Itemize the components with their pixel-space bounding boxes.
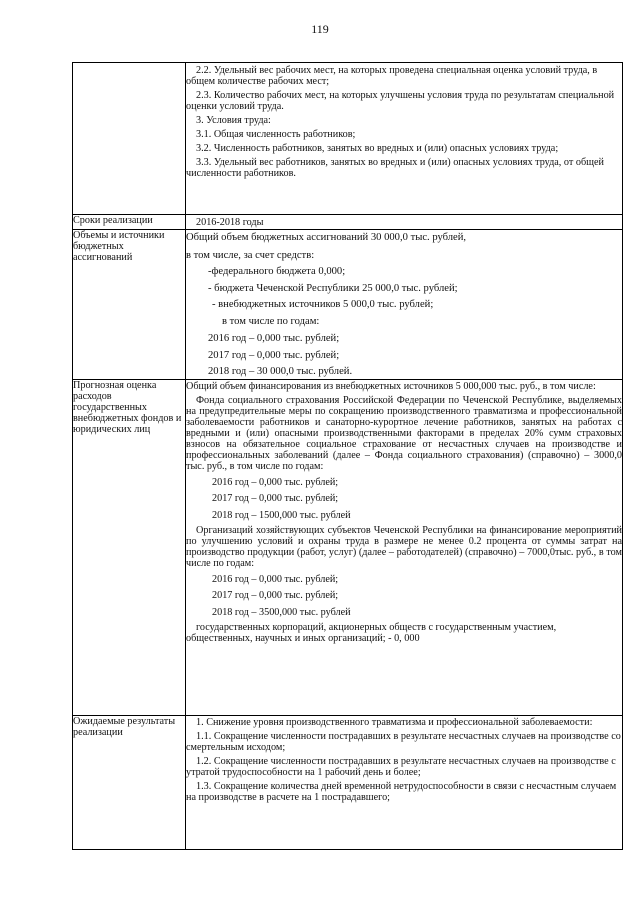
list-item: 2016-2018 годы (196, 216, 264, 228)
row-content (186, 379, 623, 715)
row-content (186, 215, 623, 230)
list-item: 1. Снижение уровня производственного травматизма и профессиональной заболеваемости: (196, 717, 593, 728)
list-item: Фонда социального страхования Российской Федерации по Чеченской Республике, выделяемых на предупредительные меры по сокращению производственного травматизма и профессиональной заболеваемости работников и санаторно-курортное лечение работников, занятых на работах с вредными и (или) опасными производственными факторами в пределах 20% сумм страховых взносов на обязательное социальное страхование от несчастных случаев на производстве и профессиональных заболеваний (далее – Фонда социального страхования) (справочно) – 3000,0 тыс. руб., в том числе по годам: (186, 395, 622, 472)
list-item: 1.1. Сокращение численности пострадавших в результате несчастных случаев на производстве со смертельным исходом; (186, 731, 621, 753)
list-item: Организаций хозяйствующих субъектов Чеченской Республики на финансирование мероприятий по улучшению условий и охраны труда в размере не менее 0.2 процента от суммы затрат на производство продукции (работ, услуг) (далее – работодателей) (справочно) – 7000,0тыс. руб., в том числе по годам: (186, 525, 622, 569)
list-item: государственных корпораций, акционерных обществ с государственным участием, общественных, научных и иных организаций; - 0, 000 (186, 622, 557, 644)
list-item: 3.2. Численность работников, занятых во вредных и (или) опасных условиях труда; (196, 142, 559, 154)
list-item: 2017 год – 0,000 тыс. рублей; (208, 349, 340, 361)
row-label (73, 63, 186, 215)
list-item: 2017 год – 0,000 тыс. рублей; (212, 493, 339, 504)
list-item: 2.2. Удельный вес рабочих мест, на которых проведена специальная оценка условий труда, в общем количестве рабочих мест; (186, 64, 598, 87)
row-label: Прогнозная оценка расходов государственных внебюджетных фондов и юридических лиц (73, 379, 186, 715)
row-label: Ожидаемые результаты реализации (73, 715, 186, 849)
list-item: 2016 год – 0,000 тыс. рублей; (208, 333, 340, 344)
list-item: 2018 год – 3500,000 тыс. рублей (212, 606, 351, 618)
list-item: 2016 год – 0,000 тыс. рублей; (212, 476, 339, 488)
list-item: 3. Условия труда: (196, 114, 271, 126)
table-row (73, 379, 623, 715)
row-label: Объемы и источники бюджетных ассигнований (73, 230, 186, 380)
row-content (186, 63, 623, 215)
list-item: 3.1. Общая численность работников; (196, 128, 356, 140)
list-item: 1.3. Сокращение количества дней временной нетрудоспособности в связи с несчастным случаем на производстве в расчете на 1 пострадавшего; (186, 781, 617, 803)
list-item: в том числе по годам: (222, 315, 320, 327)
list-item: 2017 год – 0,000 тыс. рублей; (212, 590, 339, 601)
list-item: - бюджета Чеченской Республики 25 000,0 тыс. рублей; (208, 282, 458, 294)
row-content (186, 230, 623, 380)
list-item: 2018 год – 30 000,0 тыс. рублей. (208, 366, 353, 377)
table-row (73, 215, 623, 230)
list-item: -федерального бюджета 0,000; (208, 266, 346, 277)
list-item: Общий объем бюджетных ассигнований 30 000,0 тыс. рублей, (186, 232, 467, 243)
program-passport-table (72, 62, 623, 850)
row-content (186, 715, 623, 849)
list-item: 3.3. Удельный вес работников, занятых во вредных и (или) опасных условиях труда, от общей численности работников. (186, 156, 604, 179)
list-item: 2018 год – 1500,000 тыс. рублей (212, 509, 351, 521)
list-item: 2016 год – 0,000 тыс. рублей; (212, 573, 339, 585)
table-row (73, 715, 623, 849)
list-item: 2.3. Количество рабочих мест, на которых улучшены условия труда по результатам специальной оценки условий труда. (186, 89, 615, 112)
list-item: 1.2. Сокращение численности пострадавших в результате несчастных случаев на производстве с утратой трудоспособности на 1 рабочий день и более; (186, 756, 616, 778)
page-number: 119 (311, 22, 329, 36)
list-item: Общий объем финансирования из внебюджетных источников 5 000,000 тыс. руб., в том числе: (186, 381, 596, 392)
list-item: - внебюджетных источников 5 000,0 тыс. рублей; (212, 299, 434, 310)
list-item: в том числе, за счет средств: (186, 249, 315, 261)
row-label: Сроки реализации (73, 215, 186, 230)
table-row (73, 230, 623, 380)
table-row (73, 63, 623, 215)
